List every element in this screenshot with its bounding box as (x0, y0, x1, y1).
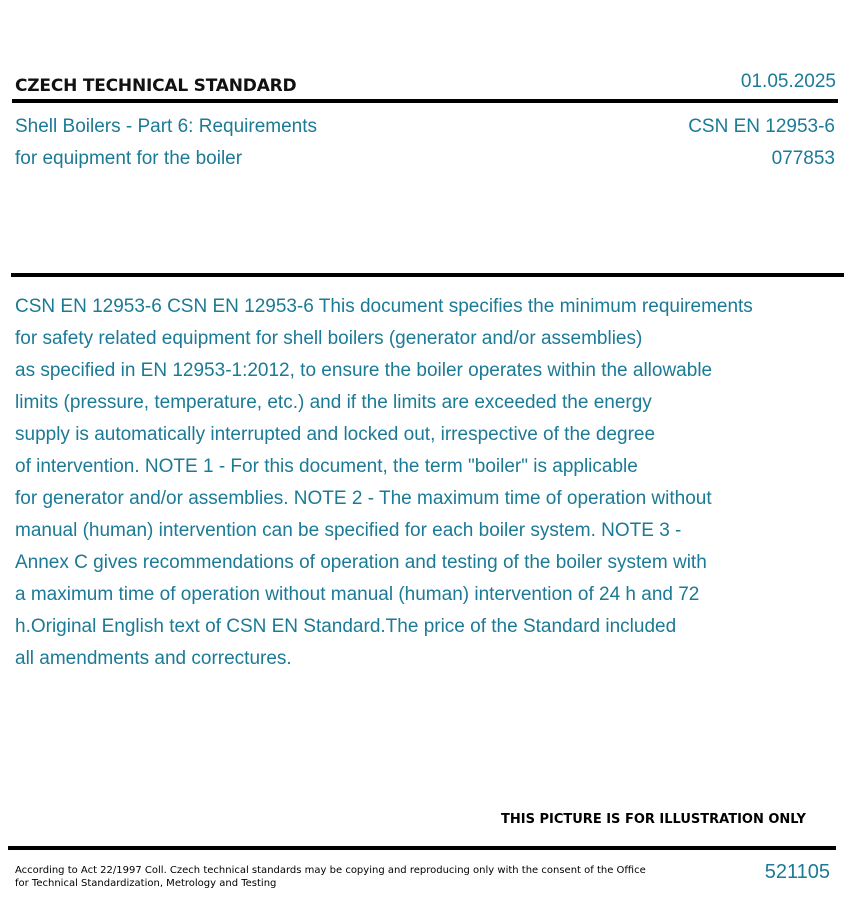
description-line: manual (human) intervention can be specified for each boiler system. NOTE 3 - (15, 520, 682, 541)
legal-line: for Technical Standardization, Metrology and Testing (15, 878, 277, 889)
description-line: all amendments and correctures. (15, 648, 292, 669)
description-line: for generator and/or assemblies. NOTE 2 - The maximum time of operation without (15, 488, 712, 509)
document-description (15, 291, 865, 675)
standard-code: CSN EN 12953-6 (688, 116, 835, 137)
description-line: supply is automatically interrupted and locked out, irrespective of the degree (15, 424, 656, 445)
footer-legal-notice (15, 864, 646, 890)
description-line: for safety related equipment for shell boilers (generator and/or assemblies) (15, 328, 643, 349)
description-line: a maximum time of operation without manual (human) intervention of 24 h and 72 (15, 584, 700, 605)
legal-line: According to Act 22/1997 Coll. Czech technical standards may be copying and reproducing only with the consent of the Office (15, 865, 646, 876)
catalog-number: 077853 (771, 148, 835, 169)
document-title-line-1: Shell Boilers - Part 6: Requirements (15, 116, 318, 137)
description-line: h.Original English text of CSN EN Standard.The price of the Standard included (15, 616, 677, 637)
document-title-line-2: for equipment for the boiler (15, 148, 243, 169)
description-line: limits (pressure, temperature, etc.) and if the limits are exceeded the energy (15, 392, 652, 413)
header-divider (12, 99, 838, 103)
description-line: CSN EN 12953-6 CSN EN 12953-6 This document specifies the minimum requirements (15, 296, 753, 317)
standard-type-label: CZECH TECHNICAL STANDARD (15, 76, 297, 96)
description-line: as specified in EN 12953-1:2012, to ensure the boiler operates within the allowable (15, 360, 713, 381)
description-line: of intervention. NOTE 1 - For this document, the term "boiler" is applicable (15, 456, 638, 477)
footer-divider (8, 846, 836, 850)
illustration-disclaimer: THIS PICTURE IS FOR ILLUSTRATION ONLY (501, 812, 806, 827)
description-line: Annex C gives recommendations of operation and testing of the boiler system with (15, 552, 707, 573)
title-divider (11, 273, 844, 277)
publication-date: 01.05.2025 (740, 71, 836, 92)
reference-number: 521105 (764, 861, 830, 883)
